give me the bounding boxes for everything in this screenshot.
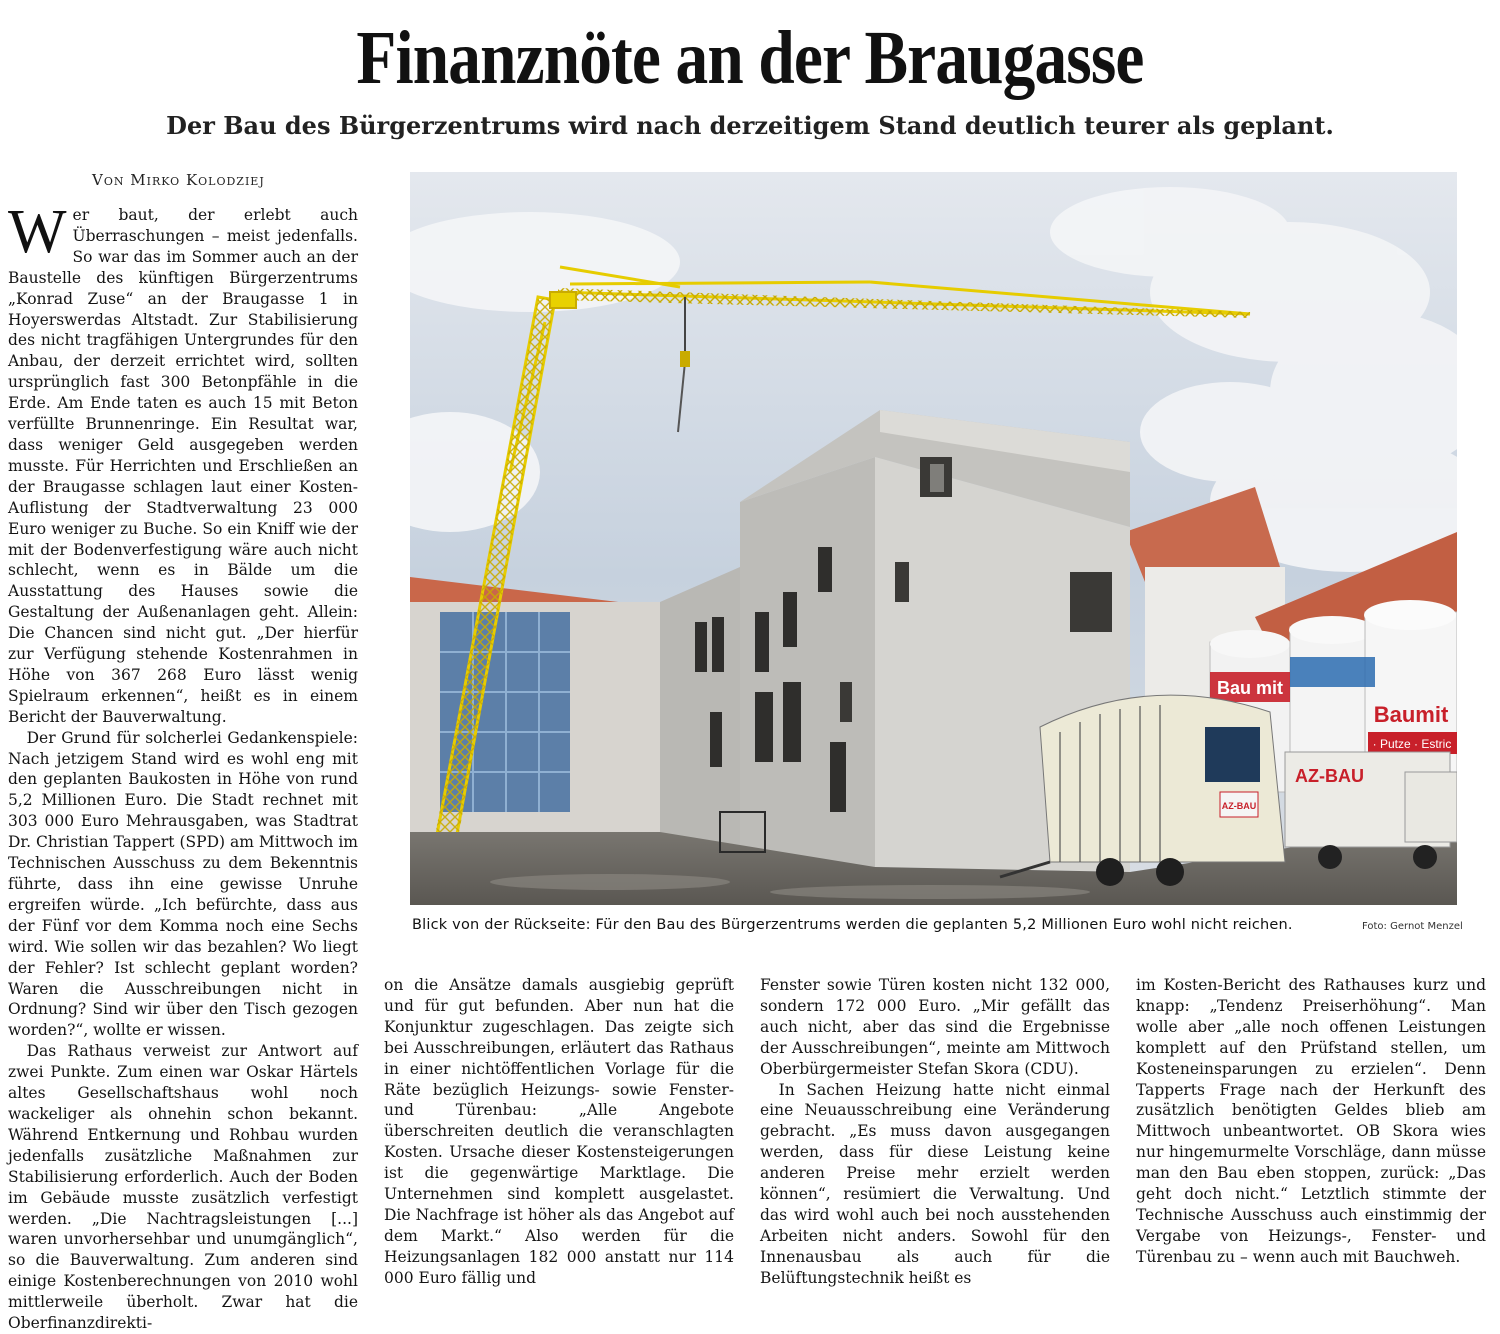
paragraph: Fenster sowie Türen kosten nicht 132 000, sondern 172 000 Euro. „Mir gefällt das auch nicht, aber das sind die Ergebnisse der Ausschreibungen“, meinte am Mittwoch Oberbürgermeister Stefan Skora (CDU). — [760, 976, 1110, 1078]
paragraph-lead — [8, 198, 358, 728]
article-column-1 — [8, 198, 358, 1334]
truck-sign: AZ-BAU — [1295, 766, 1364, 786]
headline: Finanznöte an der Braugasse — [356, 16, 1144, 100]
photo-credit: Foto: Gernot Menzel — [1362, 921, 1463, 932]
paragraph: Das Rathaus verweist zur Antwort auf zwei Punkte. Zum einen war Oskar Härtels altes Gesellschaftshaus wohl noch wackeliger als ohnehin schon bekannt. Während Entkernung und Rohbau wurden jedenfalls zusätzliche Maßnahmen zur Stabilisierung erforderlich. Auch der Boden im Gebäude musste zusätzlich verfestigt werden. „Die Nachtragsleistungen [...] waren unvorhersehbar und unumgänglich“, so die Bauverwaltung. Zum anderen sind einige Kostenberechnungen von 2010 wohl mittlerweile überholt. Zwar hat die Oberfinanzdirekti- — [8, 1042, 358, 1333]
construction-photo — [410, 172, 1457, 905]
silo-sign-2: Baumit — [1373, 702, 1449, 727]
byline: Von Mirko Kolodziej — [92, 171, 265, 189]
paragraph: In Sachen Heizung hatte nicht einmal eine Neuausschreibung eine Veränderung gebracht. „Es muss davon ausgegangen werden, dass für diese Leistung keine anderen Preise mehr erzielt werden können“, resümiert die Verwaltung. Und das wird wohl auch bei noch ausstehenden Arbeiten nicht anders. Sowohl für den Innenausbau als auch für die Belüftungstechnik heißt es — [760, 1080, 1110, 1287]
subheadline: Der Bau des Bürgerzentrums wird nach derzeitigem Stand deutlich teurer als geplant. — [166, 111, 1334, 140]
trailer-sign: AZ-BAU — [1221, 801, 1257, 811]
lead-text: er baut, der erlebt auch Überraschungen – meist jedenfalls. So war das im Sommer auch an der Baustelle des künftigen Bürgerzentrums „Konrad Zuse“ an der Braugasse 1 in Hoyerswerdas Altstadt. Zur Stabilisierung des nicht tragfähigen Untergrundes für den Anbau, der derzeit errichtet wird, sollten ursprünglich fast 300 Betonpfähle in die Erde. Am Ende taten es auch 15 mit Beton verfüllte Brunnenringe. Ein Resultat war, dass weniger Geld ausgegeben werden musste. Für Herrichten und Erschließen an der Braugasse schlagen laut einer Kosten-Auflistung der Stadtverwaltung 23 000 Euro weniger zu Buche. So ein Kniff wie der mit der Bodenverfestigung wäre auch nicht schlecht, wenn es in Bälde um die Ausstattung des Hauses sowie die Gestaltung der Außenanlagen geht. Allein: Die Chancen sind nicht gut. „Der hierfür zur Verfügung stehende Kostenrahmen in Höhe von 367 268 Euro lässt wenig Spielraum erkennen“, heißt es in einem Bericht der Bauverwaltung. — [8, 206, 358, 726]
paragraph: Der Grund für solcherlei Gedankenspiele: Nach jetzigem Stand wird es wohl eng mit den geplanten Baukosten in Höhe von rund 5,2 Millionen Euro. Die Stadt rechnet mit 303 000 Euro Mehrausgaben, was Stadtrat Dr. Christian Tappert (SPD) am Mittwoch im Technischen Ausschuss zu dem Bekenntnis führte, dass ihn eine gewisse Unruhe ergreifen würde. „Ich befürchte, dass aus der Fünf vor dem Komma noch eine Sechs wird. Wie sollen wir das bezahlen? Wo liegt der Fehler? Ist schlecht geplant worden? Waren die Ausschreibungen nicht in Ordnung? Sind wir über den Tisch gezogen worden?“, wollte er wissen. — [8, 728, 358, 1040]
article-column-2 — [384, 975, 734, 1289]
photo-caption: Blick von der Rückseite: Für den Bau des Bürgerzentrums werden die geplanten 5,2 Millionen Euro wohl nicht reichen. — [412, 917, 1293, 933]
article-column-3 — [760, 975, 1110, 1289]
drop-cap: W — [8, 198, 67, 266]
article-column-4 — [1136, 975, 1486, 1268]
silo-sign-1: Bau mit — [1216, 678, 1284, 698]
paragraph: im Kosten-Bericht des Rathauses kurz und knapp: „Tendenz Preiserhöhung“. Man wolle aber „alle noch offenen Leistungen komplett auf den Prüfstand stellen, um Kosteneinsparungen zu erzielen“. Denn Tapperts Frage nach der Herkunft des zusätzlich benötigten Geldes blieb am Mittwoch unbeantwortet. OB Skora wies nur hingemurmelte Vorschläge, dann müsse man den Bau eben stoppen, zurück: „Das geht doch nicht.“ Letztlich stimmte der Technische Ausschuss auch einstimmig der Vergabe von Heizungs-, Fenster- und Türenbau zu – wenn auch mit Bauchweh. — [1136, 976, 1486, 1266]
silo-tagline: · Putze · Estric — [1372, 737, 1452, 751]
paragraph: on die Ansätze damals ausgiebig geprüft und für gut befunden. Aber nun hat die Konjunktur zugeschlagen. Das zeigte sich bei Ausschreibungen, erläutert das Rathaus in einer nichtöffentlichen Vorlage für die Räte bezüglich Heizungs- sowie Fenster- und Türenbau: „Alle Angebote überschreiten deutlich die veranschlagten Kosten. Ursache dieser Kostensteigerungen ist die gegenwärtige Marktlage. Die Unternehmen sind komplett ausgelastet. Die Nachfrage ist höher als das Angebot auf dem Markt.“ Also werden für die Heizungsanlagen 182 000 anstatt nur 114 000 Euro fällig und — [384, 976, 734, 1287]
